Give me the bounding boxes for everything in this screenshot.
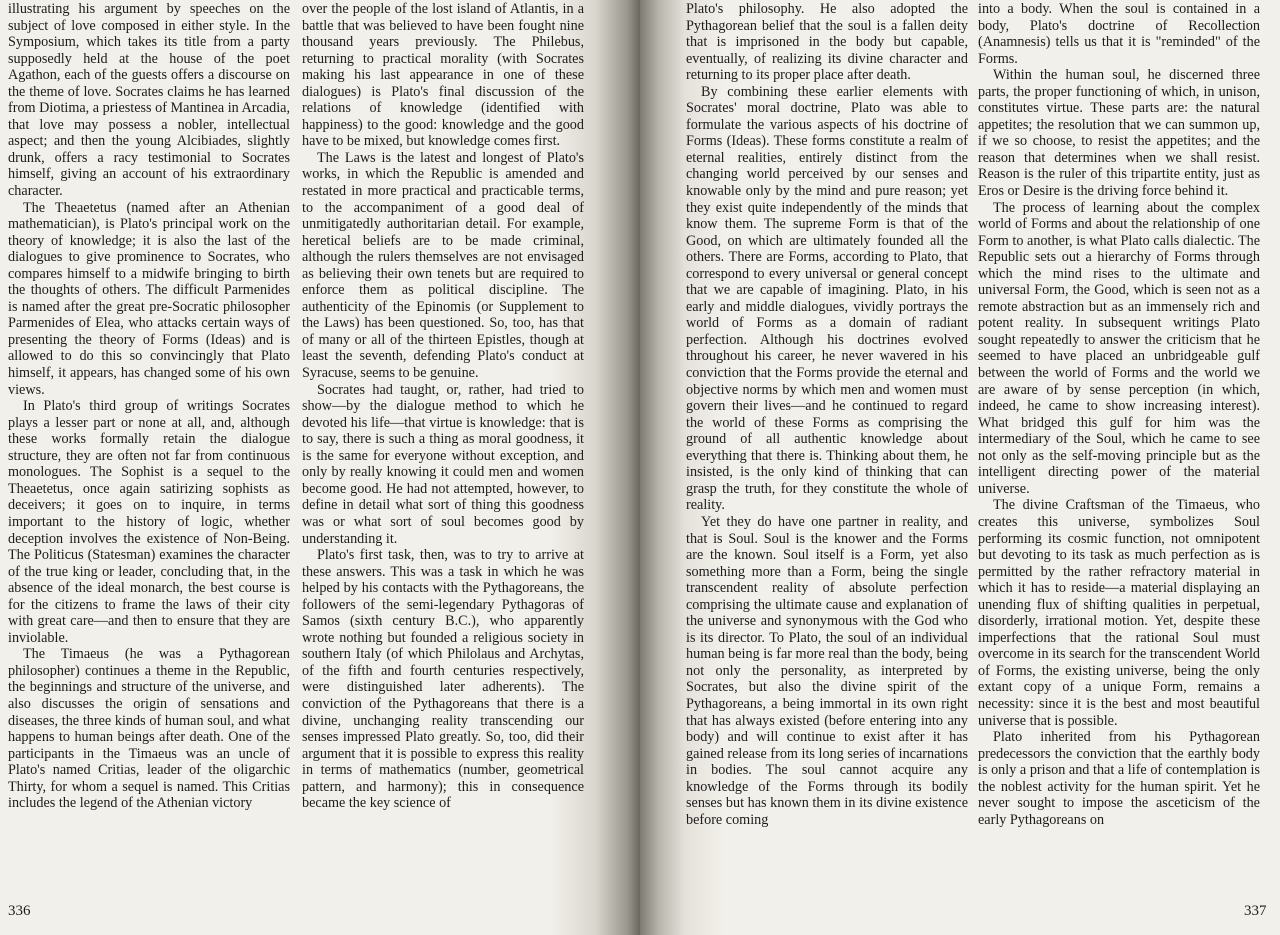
paragraph: In Plato's third group of writings Socrates plays a lesser part or none at all, and, although these works formally retain the dialogue structure, they are often not far from continuous monologues. The Sophist is a sequel to the Theaetetus, once again satirizing sophists as deceivers; it goes on to inquire, in terms important to the history of logic, whether deception involves the existence of Non-Being. The Politicus (Statesman) examines the character of the true king or leader, concluding that, in the absence of the ideal monarch, the best course is for the citizens to frame the laws of their city with great care—and then to ensure that they are inviolable. bbox=[8, 398, 290, 646]
paragraph: Plato's first task, then, was to try to arrive at these answers. This was a task in which he was helped by his contacts with the Pythagoreans, the followers of the semi-legendary Pythagoras of Samos (sixth century B.C.), who apparently wrote nothing but founded a religious society in southern Italy (of which Philolaus and Archytas, of the fifth and fourth centuries respectively, were distinguished later adherents). The conviction of the Pythagoreans that there is a divine, unchanging reality transcending our senses impressed Plato greatly. So, too, did their argument that it is possible to express this reality in terms of mathematics (number, geometrical pattern, and harmony); this in consequence became the key science of bbox=[302, 547, 584, 812]
paragraph: Within the human soul, he discerned three parts, the proper functioning of which, in unison, constitutes virtue. These parts are: the natural appetites; the resolution that we can summon up, if we so choose, to resist the appetites; and the reason that determines when we shall resist. Reason is the ruler of this tripartite entity, just as Eros or Desire is the driving force behind it. bbox=[978, 67, 1260, 200]
right-page bbox=[640, 0, 1280, 935]
right-page-column-1 bbox=[686, 1, 968, 901]
paragraph: Yet they do have one partner in reality, and that is Soul. Soul is the knower and the Forms are the known. Soul itself is a Form, yet also something more than a Form, being the single transcendent reality of absolute perfection comprising the ultimate cause and explanation of the universe and synonymous with the God who is its director. To Plato, the soul of an individual human being is far more real than the body, being not only the personality, as interpreted by Socrates, but also the divine spirit of the Pythagoreans, a being immortal in its own right that has always existed (before entering into any body) and will continue to exist after it has gained release from its long series of incarnations in bodies. The soul cannot acquire any knowledge of the Forms through its bodily senses but has known them in its divine existence before coming bbox=[686, 513, 968, 828]
left-page-column-2 bbox=[302, 1, 584, 901]
paragraph: illustrating his argument by speeches on the subject of love composed in either style. In the Symposium, which takes its title from a party supposedly held at the house of the poet Agathon, each of the guests offers a discourse on the theme of love. Socrates claims he has learned from Diotima, a priestess of Mantinea in Arcadia, that love may possess a nobler, intellectual aspect; and then the young Alcibiades, slightly drunk, offers a racy testimonial to Socrates himself, giving an account of his extraordinary character. bbox=[8, 1, 290, 200]
paragraph: Plato inherited from his Pythagorean predecessors the conviction that the earthly body is only a prison and that a life of contemplation is the noblest activity for the human spirit. Yet he never sought to impose the asceticism of the early Pythagoreans on bbox=[978, 729, 1260, 828]
paragraph: The Laws is the latest and longest of Plato's works, in which the Republic is amended and restated in more practical and practicable terms, to the accompaniment of a good deal of unmitigatedly authoritarian detail. For example, heretical beliefs are to be made criminal, although the rulers themselves are not envisaged as believing their own tenets but are required to enforce them as political discipline. The authenticity of the Epinomis (or Supplement to the Laws) has been questioned. So, too, has that of many or all of the thirteen Epistles, though at least the seventh, defending Plato's conduct at Syracuse, seems to be genuine. bbox=[302, 149, 584, 382]
page-number: 337 bbox=[1244, 903, 1267, 919]
paragraph: The divine Craftsman of the Timaeus, who creates this universe, symbolizes Soul performing its cosmic function, not omnipotent but devoting to its task as much perfection as is permitted by the rather refractory material in which it has to reside—a material displaying an unending flux of shifting qualities in perpetual, disorderly, irrational motion. Yet, despite these imperfections that the rational Soul must overcome in its search for the transcendent World of Forms, the existing universe, being the only extant copy of a unique Form, remains a necessity: since it is the best and most beautiful universe that is possible. bbox=[978, 497, 1260, 729]
left-page-column-1 bbox=[8, 1, 290, 901]
paragraph: The Theaetetus (named after an Athenian mathematician), is Plato's principal work on the theory of knowledge; it is also the last of the dialogues to give prominence to Socrates, who compares himself to a midwife bringing to birth the thoughts of others. The difficult Parmenides is named after the great pre-Socratic philosopher Parmenides of Elea, who attacks certain ways of presenting the theory of Forms (Ideas) and is allowed to do this so convincingly that Plato himself, it appears, has changed some of his own views. bbox=[8, 199, 290, 398]
paragraph: over the people of the lost island of Atlantis, in a battle that was believed to have been fought nine thousand years previously. The Philebus, returning to practical morality (with Socrates making his last appearance in one of these dialogues) is Plato's final discussion of the relations of knowledge (identified with happiness) to the good: knowledge and the good have to be mixed, but knowledge comes first. bbox=[302, 1, 584, 150]
paragraph: into a body. When the soul is contained in a body, Plato's doctrine of Recollection (Anamnesis) tells us that it is "reminded" of the Forms. bbox=[978, 1, 1260, 67]
paragraph: Plato's philosophy. He also adopted the Pythagorean belief that the soul is a fallen deity that is imprisoned in the body but capable, eventually, of realizing its divine character and returning to its proper place after death. bbox=[686, 1, 968, 84]
paragraph: By combining these earlier elements with Socrates' moral doctrine, Plato was able to formulate the various aspects of his doctrine of Forms (Ideas). These forms constitute a realm of eternal realities, entirely distinct from the changing world perceived by our senses and knowable only by the mind and pure reason; yet they exist quite independently of the minds that know them. The supreme Form is that of the Good, on which are ultimately founded all the others. There are Forms, according to Plato, that correspond to every universal or general concept that we are capable of imagining. Plato, in his early and middle dialogues, vividly portrays the world of Forms as a domain of radiant perfection. Although his doctrines evolved throughout his career, he never wavered in his conviction that the Forms provide the eternal and objective norms by which men and women must govern their lives—and he continued to regard the world of these Forms as comprising the ground of all authentic knowledge about everything that there is. Thinking about them, he insisted, is the only kind of thinking that can grasp the truth, for they constitute the whole of reality. bbox=[686, 83, 968, 514]
right-page-column-2 bbox=[978, 1, 1260, 901]
paragraph: Socrates had taught, or, rather, had tried to show—by the dialogue method to which he devoted his life—that virtue is knowledge: that is to say, there is such a thing as moral goodness, it is the same for everyone without exception, and only by really knowing it could men and women become good. He had not attempted, however, to define in detail what sort of thing this goodness was or what sort of soul becomes good by understanding it. bbox=[302, 381, 584, 547]
paragraph: The process of learning about the complex world of Forms and about the relationship of one Form to another, is what Plato calls dialectic. The Republic sets out a hierarchy of Forms through which the mind rises to the ultimate and universal Form, the Good, which is seen not as a remote abstraction but as an immensely rich and potent reality. In subsequent writings Plato sought repeatedly to answer the criticism that he seemed to have placed an unbridgeable gulf between the world of Forms and the world we are aware of by sense perception (in which, indeed, he came to show increasing interest). What bridged this gulf for him was the intermediary of the Soul, which he came to see not only as the self-moving principle but as the intelligent directing power of the material universe. bbox=[978, 199, 1260, 497]
paragraph: The Timaeus (he was a Pythagorean philosopher) continues a theme in the Republic, the beginnings and structure of the universe, and also discusses the origin of sensations and diseases, the three kinds of human soul, and what happens to human beings after death. One of the participants in the Timaeus was an uncle of Plato's named Critias, leader of the oligarchic Thirty, for whom a sequel is named. This Critias includes the legend of the Athenian victory bbox=[8, 646, 290, 812]
page-number: 336 bbox=[8, 903, 31, 919]
